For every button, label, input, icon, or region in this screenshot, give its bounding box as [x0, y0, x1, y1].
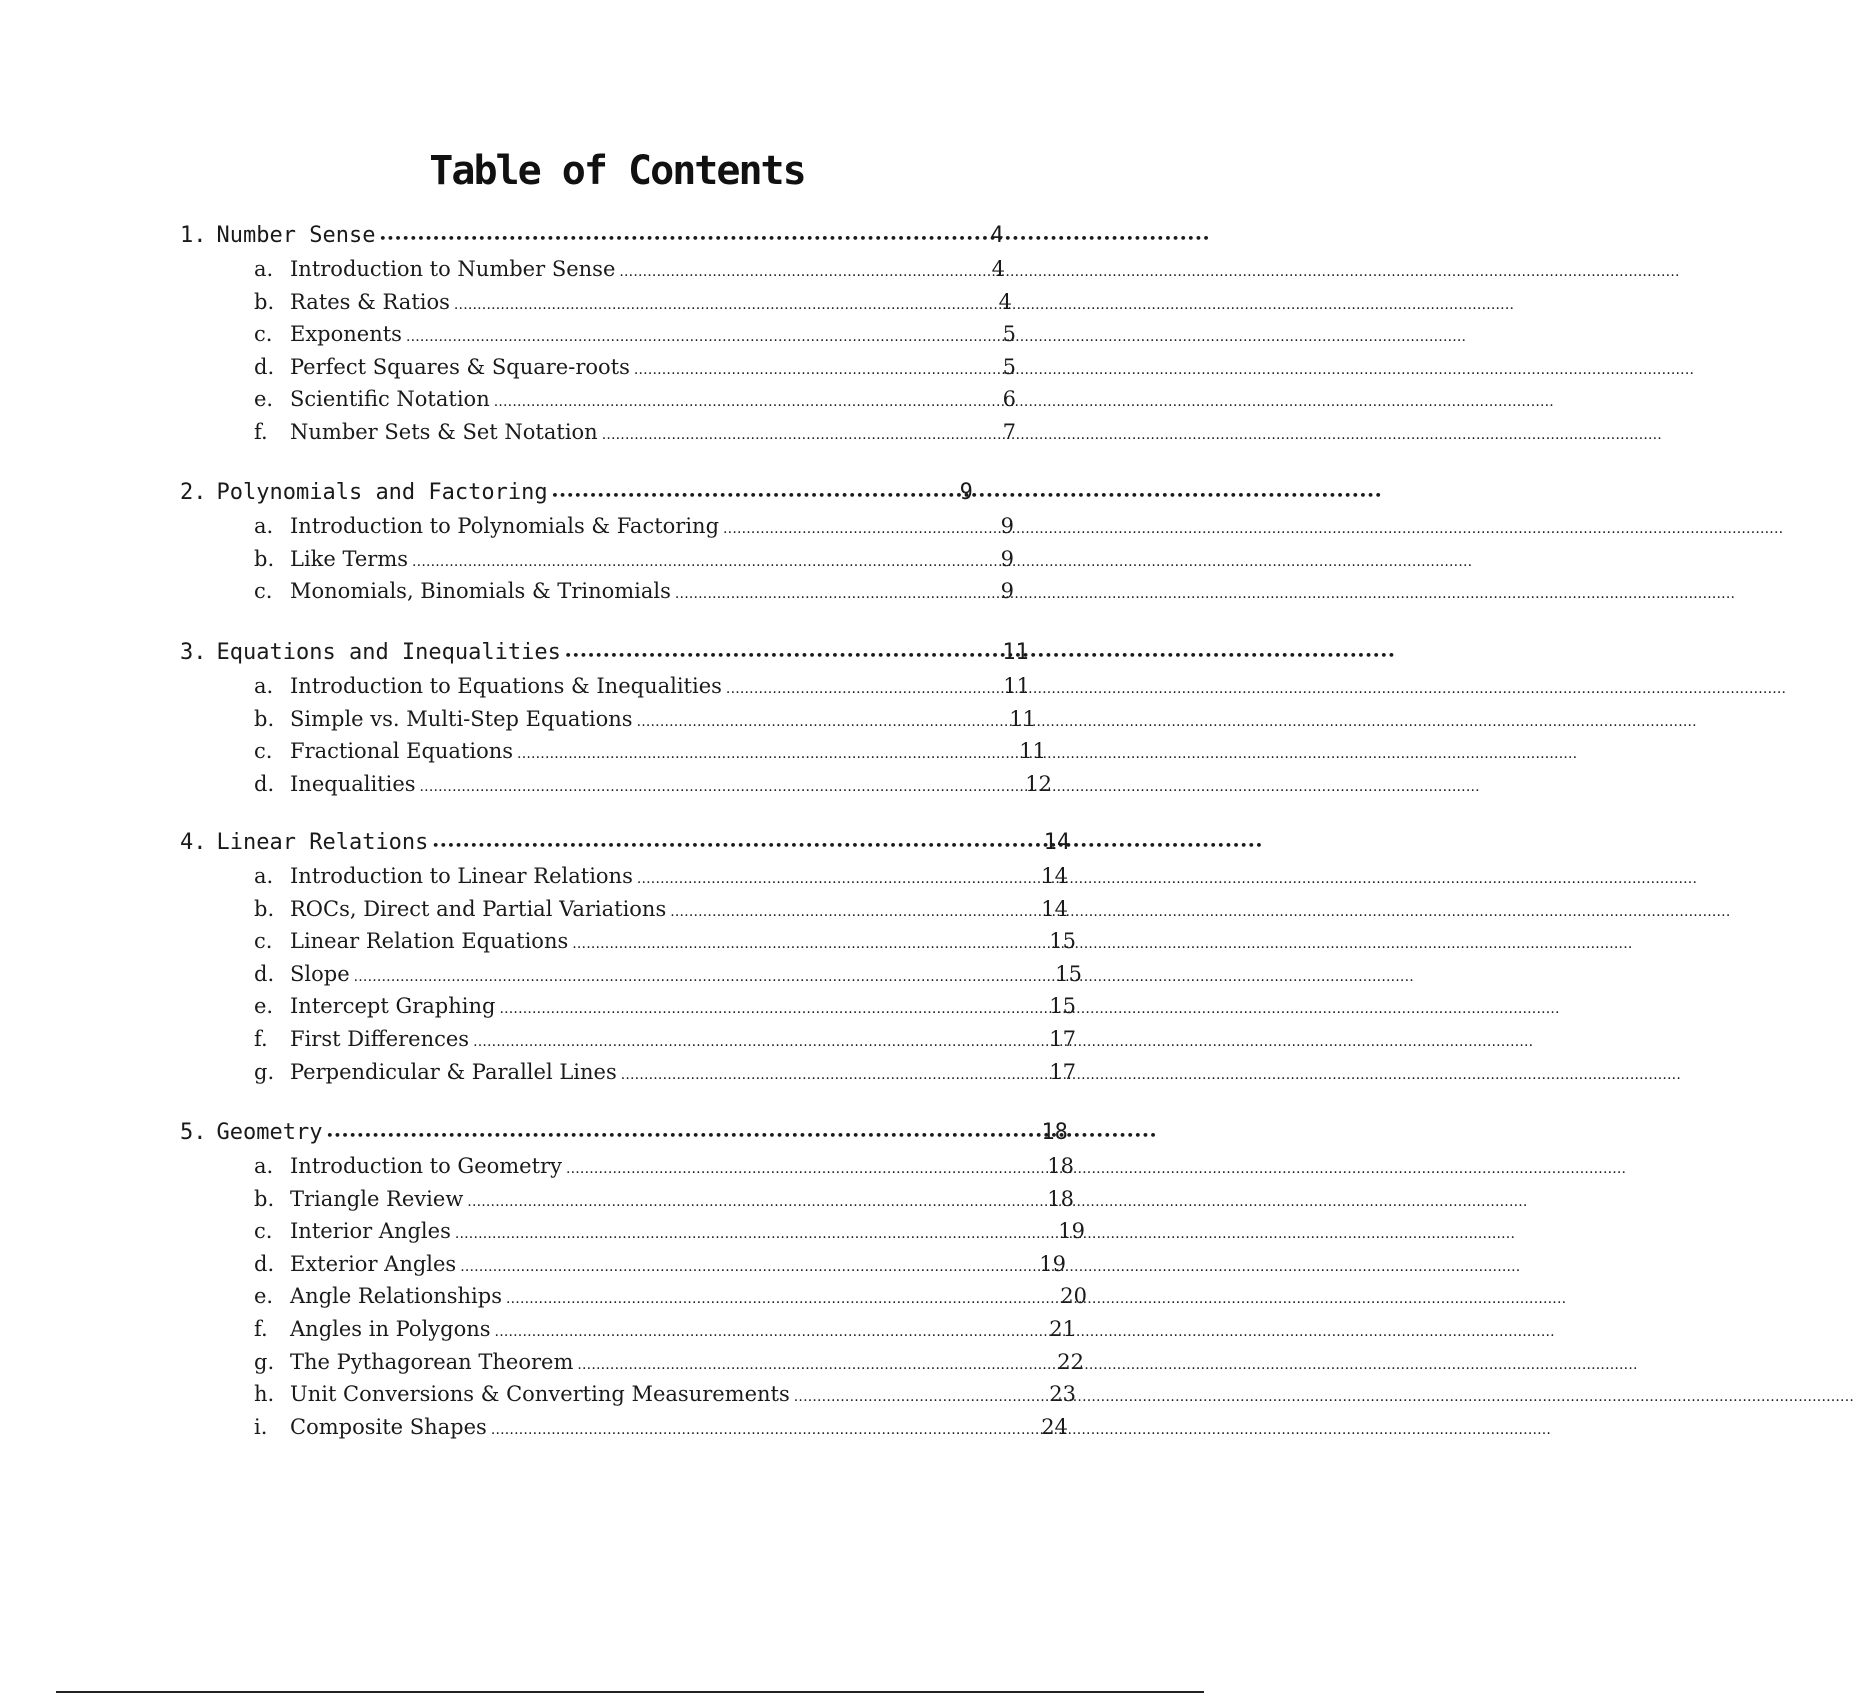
entry-page-number: 9 [1000, 579, 1014, 604]
dot-leader [467, 1187, 1043, 1211]
entry-title: Exponents [290, 322, 402, 347]
footer-rule [56, 1691, 1204, 1693]
dot-leader [495, 1317, 1046, 1341]
dot-leader [577, 1350, 1053, 1374]
toc-section-row[interactable] [180, 1120, 1068, 1150]
toc-entry-row[interactable] [254, 772, 1052, 802]
dot-leader [354, 962, 1052, 986]
dot-leader [621, 1060, 1046, 1084]
section-number: 2. [180, 480, 207, 505]
entry-title: Introduction to Equations & Inequalities [290, 674, 722, 698]
entry-title: First Differences [290, 1027, 470, 1051]
toc-section-row[interactable] [180, 640, 1029, 670]
toc-entry-row[interactable] [254, 1219, 1085, 1249]
entry-page-number: 23 [1049, 1382, 1076, 1407]
dot-leader [726, 674, 999, 698]
dot-leader [326, 1124, 1037, 1143]
entry-title: Introduction to Number Sense [290, 257, 616, 281]
entry-letter: b. [254, 1186, 275, 1211]
entry-page-number: 17 [1049, 1027, 1076, 1051]
entry-page-number: 22 [1057, 1349, 1084, 1374]
entry-title: Scientific Notation [290, 387, 490, 412]
dot-leader [572, 929, 1045, 953]
entry-title: Simple vs. Multi-Step Equations [290, 706, 633, 731]
toc-entry-row[interactable] [254, 355, 1016, 385]
entry-title: Rates & Ratios [290, 289, 450, 314]
section-title: Equations and Inequalities [216, 640, 561, 665]
entry-letter: c. [254, 929, 273, 954]
entry-letter: c. [254, 1219, 273, 1244]
entry-title: Introduction to Linear Relations [290, 864, 633, 888]
dot-leader [406, 322, 999, 346]
section-page-number: 11 [1002, 640, 1029, 665]
toc-section-row[interactable] [180, 830, 1071, 860]
dot-leader [637, 707, 1006, 731]
dot-leader [634, 355, 999, 379]
toc-entry-row[interactable] [254, 547, 1014, 577]
toc-entry-row[interactable] [254, 1350, 1084, 1380]
dot-leader [565, 644, 998, 663]
entry-page-number: 5 [1002, 354, 1016, 379]
entry-page-number: 21 [1049, 1317, 1076, 1341]
toc-entry-row[interactable] [254, 290, 1012, 320]
toc-entry-row[interactable] [254, 897, 1068, 927]
dot-leader [552, 484, 956, 503]
entry-page-number: 24 [1041, 1414, 1068, 1439]
section-number: 1. [180, 223, 207, 248]
entry-title: Slope [290, 961, 350, 986]
entry-page-number: 4 [991, 257, 1005, 281]
entry-page-number: 4 [998, 289, 1012, 314]
page-title: Table of Contents [429, 148, 805, 194]
entry-letter: c. [254, 739, 273, 764]
dot-leader [454, 290, 995, 314]
entry-title: Fractional Equations [290, 739, 514, 764]
entry-letter: a. [254, 257, 274, 281]
dot-leader [379, 227, 986, 246]
toc-entry-row[interactable] [254, 1027, 1076, 1057]
entry-title: Like Terms [290, 546, 409, 571]
entry-title: Triangle Review [290, 1186, 464, 1211]
toc-entry-row[interactable] [254, 387, 1016, 417]
entry-title: Perpendicular & Parallel Lines [290, 1059, 617, 1084]
section-page-number: 14 [1043, 830, 1071, 855]
toc-entry-row[interactable] [254, 1187, 1074, 1217]
entry-letter: c. [254, 579, 273, 604]
entry-page-number: 18 [1047, 1186, 1074, 1211]
toc-entry-row[interactable] [254, 257, 1005, 287]
toc-entry-row[interactable] [254, 994, 1076, 1024]
entry-page-number: 11 [1019, 739, 1046, 764]
entry-page-number: 20 [1060, 1284, 1087, 1309]
entry-page-number: 17 [1049, 1059, 1076, 1084]
entry-title: Angle Relationships [290, 1284, 502, 1309]
section-title: Polynomials and Factoring [216, 480, 548, 505]
section-number: 4. [180, 830, 207, 855]
entry-page-number: 9 [1000, 546, 1014, 571]
entry-title: Monomials, Binomials & Trinomials [290, 579, 671, 604]
entry-page-number: 18 [1047, 1154, 1074, 1178]
dot-leader [455, 1219, 1054, 1243]
dot-leader [412, 547, 997, 571]
toc-entry-row[interactable] [254, 1252, 1066, 1282]
toc-entry-row[interactable] [254, 579, 1014, 609]
dot-leader [517, 739, 1015, 763]
entry-letter: d. [254, 1251, 275, 1276]
entry-title: Introduction to Polynomials & Factoring [290, 514, 720, 538]
entry-page-number: 12 [1025, 771, 1052, 796]
entry-title: Linear Relation Equations [290, 929, 569, 954]
entry-title: Exterior Angles [290, 1251, 457, 1276]
dot-leader [637, 864, 1037, 888]
section-number: 5. [180, 1120, 207, 1145]
toc-entry-row[interactable] [254, 322, 1016, 352]
toc-entry-row[interactable] [254, 420, 1016, 450]
toc-entry-row[interactable] [254, 1060, 1076, 1090]
dot-leader [420, 772, 1022, 796]
entry-page-number: 14 [1041, 864, 1068, 888]
entry-title: Interior Angles [290, 1219, 451, 1244]
toc-entry-row[interactable] [254, 514, 1014, 544]
entry-title: Composite Shapes [290, 1414, 487, 1439]
entry-letter: g. [254, 1059, 275, 1084]
dot-leader [499, 994, 1045, 1018]
entry-letter: d. [254, 961, 275, 986]
entry-page-number: 14 [1041, 896, 1068, 921]
toc-entry-row[interactable] [254, 1317, 1076, 1347]
entry-page-number: 15 [1049, 994, 1076, 1019]
entry-letter: e. [254, 1284, 274, 1309]
dot-leader [619, 257, 987, 281]
entry-page-number: 11 [1003, 674, 1030, 698]
toc-entry-row[interactable] [254, 707, 1036, 737]
section-title: Geometry [216, 1120, 323, 1145]
entry-letter: a. [254, 864, 274, 888]
entry-letter: e. [254, 994, 274, 1019]
entry-letter: d. [254, 771, 275, 796]
entry-letter: b. [254, 546, 275, 571]
toc-entry-row[interactable] [254, 674, 1030, 704]
entry-letter: f. [254, 1317, 268, 1341]
entry-page-number: 11 [1009, 706, 1036, 731]
section-page-number: 9 [959, 480, 973, 505]
entry-page-number: 15 [1049, 929, 1076, 954]
section-title: Linear Relations [216, 830, 429, 855]
entry-letter: f. [254, 1027, 268, 1051]
entry-letter: a. [254, 1154, 274, 1178]
dot-leader [670, 897, 1037, 921]
entry-title: ROCs, Direct and Partial Variations [290, 896, 667, 921]
dot-leader [794, 1382, 1046, 1406]
toc-entry-row[interactable] [254, 1284, 1087, 1314]
entry-page-number: 6 [1002, 387, 1016, 412]
entry-page-number: 15 [1055, 961, 1082, 986]
entry-letter: f. [254, 420, 268, 444]
entry-page-number: 7 [1002, 420, 1016, 444]
entry-letter: b. [254, 706, 275, 731]
entry-letter: a. [254, 674, 274, 698]
entry-page-number: 19 [1058, 1219, 1085, 1244]
section-page-number: 4 [990, 223, 1004, 248]
entry-title: Introduction to Geometry [290, 1154, 562, 1178]
entry-page-number: 5 [1002, 322, 1016, 347]
section-number: 3. [180, 640, 207, 665]
dot-leader [675, 579, 997, 603]
entry-letter: b. [254, 896, 275, 921]
entry-title: Angles in Polygons [290, 1317, 491, 1341]
toc-entry-row[interactable] [254, 864, 1068, 894]
dot-leader [432, 834, 1039, 853]
toc-entry-row[interactable] [254, 1382, 1076, 1412]
dot-leader [723, 514, 997, 538]
entry-letter: h. [254, 1382, 275, 1407]
dot-leader [494, 387, 999, 411]
dot-leader [602, 420, 999, 444]
entry-page-number: 19 [1039, 1251, 1066, 1276]
entry-title: Number Sets & Set Notation [290, 420, 598, 444]
dot-leader [566, 1154, 1043, 1178]
entry-letter: i. [254, 1414, 268, 1439]
section-page-number: 18 [1041, 1120, 1068, 1145]
dot-leader [491, 1415, 1037, 1439]
toc-section-row[interactable] [180, 480, 973, 510]
entry-letter: e. [254, 387, 274, 412]
entry-letter: a. [254, 514, 274, 538]
toc-entry-row[interactable] [254, 1415, 1068, 1445]
section-title: Number Sense [216, 223, 376, 248]
entry-title: Inequalities [290, 771, 416, 796]
toc-entry-row[interactable] [254, 962, 1082, 992]
entry-title: Perfect Squares & Square-roots [290, 354, 630, 379]
entry-page-number: 9 [1000, 514, 1014, 538]
toc-entry-row[interactable] [254, 929, 1076, 959]
entry-title: Intercept Graphing [290, 994, 496, 1019]
toc-entry-row[interactable] [254, 739, 1046, 769]
dot-leader [473, 1027, 1045, 1051]
entry-letter: b. [254, 289, 275, 314]
entry-title: The Pythagorean Theorem [290, 1349, 574, 1374]
dot-leader [460, 1252, 1035, 1276]
toc-entry-row[interactable] [254, 1154, 1074, 1184]
entry-letter: g. [254, 1349, 275, 1374]
entry-letter: d. [254, 354, 275, 379]
entry-title: Unit Conversions & Converting Measurements [290, 1382, 790, 1407]
dot-leader [506, 1284, 1056, 1308]
entry-letter: c. [254, 322, 273, 347]
toc-section-row[interactable] [180, 223, 1004, 253]
